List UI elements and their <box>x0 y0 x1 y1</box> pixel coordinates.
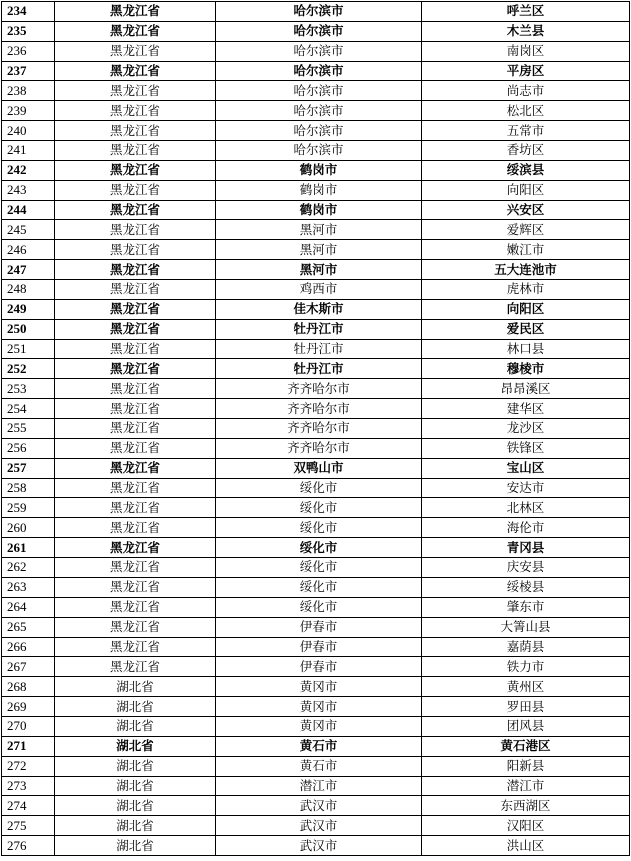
district-cell: 团风县 <box>422 716 630 736</box>
city-cell: 黑河市 <box>216 240 422 260</box>
row-number: 263 <box>2 577 55 597</box>
city-cell: 鹤岗市 <box>216 160 422 180</box>
province-cell: 黑龙江省 <box>55 577 216 597</box>
district-cell: 潜江市 <box>422 776 630 796</box>
row-number: 255 <box>2 419 55 439</box>
row-number: 238 <box>2 81 55 101</box>
row-number: 241 <box>2 141 55 161</box>
city-cell: 黄石市 <box>216 756 422 776</box>
province-cell: 黑龙江省 <box>55 538 216 558</box>
district-cell: 阳新县 <box>422 756 630 776</box>
table-row <box>2 518 630 538</box>
district-cell: 洪山区 <box>422 836 630 856</box>
table-row <box>2 21 630 41</box>
district-cell: 大箐山县 <box>422 617 630 637</box>
table-row <box>2 736 630 756</box>
district-cell: 林口县 <box>422 339 630 359</box>
row-number: 234 <box>2 2 55 22</box>
table-row <box>2 558 630 578</box>
table-row <box>2 319 630 339</box>
province-cell: 黑龙江省 <box>55 518 216 538</box>
district-cell: 嫩江市 <box>422 240 630 260</box>
row-number: 249 <box>2 299 55 319</box>
province-cell: 黑龙江省 <box>55 637 216 657</box>
province-cell: 黑龙江省 <box>55 339 216 359</box>
table-row <box>2 716 630 736</box>
row-number: 235 <box>2 21 55 41</box>
province-cell: 湖北省 <box>55 716 216 736</box>
district-cell: 海伦市 <box>422 518 630 538</box>
city-cell: 绥化市 <box>216 558 422 578</box>
table-row <box>2 657 630 677</box>
province-cell: 黑龙江省 <box>55 558 216 578</box>
city-cell: 哈尔滨市 <box>216 81 422 101</box>
table-row <box>2 121 630 141</box>
row-number: 239 <box>2 101 55 121</box>
table-row <box>2 339 630 359</box>
table-row <box>2 458 630 478</box>
district-cell: 向阳区 <box>422 299 630 319</box>
city-cell: 武汉市 <box>216 796 422 816</box>
table-row <box>2 577 630 597</box>
district-cell: 穆棱市 <box>422 359 630 379</box>
row-number: 258 <box>2 478 55 498</box>
row-number: 260 <box>2 518 55 538</box>
table-row <box>2 359 630 379</box>
city-cell: 哈尔滨市 <box>216 61 422 81</box>
district-cell: 铁锋区 <box>422 438 630 458</box>
city-cell: 双鸭山市 <box>216 458 422 478</box>
row-number: 243 <box>2 180 55 200</box>
city-cell: 哈尔滨市 <box>216 121 422 141</box>
table-row <box>2 379 630 399</box>
row-number: 269 <box>2 697 55 717</box>
district-cell: 南岗区 <box>422 41 630 61</box>
city-cell: 伊春市 <box>216 617 422 637</box>
district-cell: 向阳区 <box>422 180 630 200</box>
province-cell: 黑龙江省 <box>55 180 216 200</box>
city-cell: 哈尔滨市 <box>216 41 422 61</box>
city-cell: 黄冈市 <box>216 716 422 736</box>
table-row <box>2 180 630 200</box>
city-cell: 哈尔滨市 <box>216 2 422 22</box>
table-row <box>2 141 630 161</box>
city-cell: 齐齐哈尔市 <box>216 399 422 419</box>
row-number: 262 <box>2 558 55 578</box>
district-cell: 汉阳区 <box>422 816 630 836</box>
table-row <box>2 697 630 717</box>
district-cell: 平房区 <box>422 61 630 81</box>
city-cell: 绥化市 <box>216 478 422 498</box>
district-cell: 尚志市 <box>422 81 630 101</box>
row-number: 245 <box>2 220 55 240</box>
city-cell: 黑河市 <box>216 260 422 280</box>
city-cell: 黄冈市 <box>216 677 422 697</box>
district-cell: 龙沙区 <box>422 419 630 439</box>
row-number: 273 <box>2 776 55 796</box>
city-cell: 哈尔滨市 <box>216 21 422 41</box>
province-cell: 黑龙江省 <box>55 419 216 439</box>
province-cell: 黑龙江省 <box>55 61 216 81</box>
table-row <box>2 816 630 836</box>
district-cell: 安达市 <box>422 478 630 498</box>
row-number: 275 <box>2 816 55 836</box>
table-row <box>2 200 630 220</box>
row-number: 268 <box>2 677 55 697</box>
region-table-body <box>2 2 630 856</box>
row-number: 266 <box>2 637 55 657</box>
province-cell: 黑龙江省 <box>55 299 216 319</box>
table-row <box>2 419 630 439</box>
table-row <box>2 41 630 61</box>
table-row <box>2 478 630 498</box>
district-cell: 东西湖区 <box>422 796 630 816</box>
table-row <box>2 160 630 180</box>
table-row <box>2 836 630 856</box>
row-number: 265 <box>2 617 55 637</box>
district-cell: 木兰县 <box>422 21 630 41</box>
city-cell: 伊春市 <box>216 637 422 657</box>
row-number: 247 <box>2 260 55 280</box>
province-cell: 黑龙江省 <box>55 498 216 518</box>
province-cell: 黑龙江省 <box>55 21 216 41</box>
city-cell: 哈尔滨市 <box>216 101 422 121</box>
row-number: 248 <box>2 280 55 300</box>
city-cell: 黄冈市 <box>216 697 422 717</box>
table-row <box>2 81 630 101</box>
province-cell: 黑龙江省 <box>55 379 216 399</box>
district-cell: 松北区 <box>422 101 630 121</box>
province-cell: 黑龙江省 <box>55 597 216 617</box>
city-cell: 武汉市 <box>216 816 422 836</box>
row-number: 240 <box>2 121 55 141</box>
district-cell: 虎林市 <box>422 280 630 300</box>
province-cell: 黑龙江省 <box>55 240 216 260</box>
city-cell: 绥化市 <box>216 597 422 617</box>
row-number: 246 <box>2 240 55 260</box>
district-cell: 绥棱县 <box>422 577 630 597</box>
province-cell: 黑龙江省 <box>55 220 216 240</box>
row-number: 257 <box>2 458 55 478</box>
region-table <box>1 1 630 856</box>
row-number: 236 <box>2 41 55 61</box>
province-cell: 湖北省 <box>55 736 216 756</box>
province-cell: 黑龙江省 <box>55 141 216 161</box>
table-row <box>2 260 630 280</box>
province-cell: 湖北省 <box>55 697 216 717</box>
table-row <box>2 220 630 240</box>
row-number: 251 <box>2 339 55 359</box>
table-row <box>2 61 630 81</box>
district-cell: 爱民区 <box>422 319 630 339</box>
city-cell: 潜江市 <box>216 776 422 796</box>
city-cell: 鹤岗市 <box>216 200 422 220</box>
row-number: 271 <box>2 736 55 756</box>
district-cell: 绥滨县 <box>422 160 630 180</box>
table-row <box>2 101 630 121</box>
province-cell: 湖北省 <box>55 677 216 697</box>
table-row <box>2 498 630 518</box>
province-cell: 黑龙江省 <box>55 458 216 478</box>
province-cell: 黑龙江省 <box>55 200 216 220</box>
table-row <box>2 677 630 697</box>
province-cell: 黑龙江省 <box>55 359 216 379</box>
province-cell: 黑龙江省 <box>55 478 216 498</box>
province-cell: 黑龙江省 <box>55 160 216 180</box>
district-cell: 宝山区 <box>422 458 630 478</box>
row-number: 276 <box>2 836 55 856</box>
row-number: 254 <box>2 399 55 419</box>
table-row <box>2 756 630 776</box>
city-cell: 哈尔滨市 <box>216 141 422 161</box>
city-cell: 齐齐哈尔市 <box>216 438 422 458</box>
row-number: 261 <box>2 538 55 558</box>
table-row <box>2 299 630 319</box>
city-cell: 黑河市 <box>216 220 422 240</box>
district-cell: 爱辉区 <box>422 220 630 240</box>
row-number: 244 <box>2 200 55 220</box>
row-number: 259 <box>2 498 55 518</box>
city-cell: 绥化市 <box>216 577 422 597</box>
district-cell: 兴安区 <box>422 200 630 220</box>
table-row <box>2 399 630 419</box>
province-cell: 黑龙江省 <box>55 438 216 458</box>
district-cell: 香坊区 <box>422 141 630 161</box>
city-cell: 伊春市 <box>216 657 422 677</box>
province-cell: 黑龙江省 <box>55 399 216 419</box>
province-cell: 黑龙江省 <box>55 657 216 677</box>
district-cell: 北林区 <box>422 498 630 518</box>
table-row <box>2 538 630 558</box>
province-cell: 黑龙江省 <box>55 617 216 637</box>
province-cell: 黑龙江省 <box>55 280 216 300</box>
province-cell: 黑龙江省 <box>55 121 216 141</box>
city-cell: 牡丹江市 <box>216 339 422 359</box>
province-cell: 湖北省 <box>55 816 216 836</box>
row-number: 270 <box>2 716 55 736</box>
city-cell: 黄石市 <box>216 736 422 756</box>
table-row <box>2 280 630 300</box>
city-cell: 牡丹江市 <box>216 359 422 379</box>
row-number: 256 <box>2 438 55 458</box>
province-cell: 黑龙江省 <box>55 101 216 121</box>
city-cell: 绥化市 <box>216 498 422 518</box>
province-cell: 湖北省 <box>55 836 216 856</box>
city-cell: 鹤岗市 <box>216 180 422 200</box>
district-cell: 嘉荫县 <box>422 637 630 657</box>
district-cell: 黄石港区 <box>422 736 630 756</box>
province-cell: 湖北省 <box>55 796 216 816</box>
province-cell: 湖北省 <box>55 776 216 796</box>
district-cell: 罗田县 <box>422 697 630 717</box>
district-cell: 呼兰区 <box>422 2 630 22</box>
district-cell: 铁力市 <box>422 657 630 677</box>
row-number: 252 <box>2 359 55 379</box>
table-row <box>2 438 630 458</box>
table-row <box>2 597 630 617</box>
table-row <box>2 796 630 816</box>
province-cell: 湖北省 <box>55 756 216 776</box>
row-number: 274 <box>2 796 55 816</box>
table-row <box>2 2 630 22</box>
city-cell: 牡丹江市 <box>216 319 422 339</box>
city-cell: 齐齐哈尔市 <box>216 419 422 439</box>
row-number: 272 <box>2 756 55 776</box>
province-cell: 黑龙江省 <box>55 2 216 22</box>
city-cell: 佳木斯市 <box>216 299 422 319</box>
district-cell: 五大连池市 <box>422 260 630 280</box>
district-cell: 青冈县 <box>422 538 630 558</box>
row-number: 242 <box>2 160 55 180</box>
row-number: 267 <box>2 657 55 677</box>
row-number: 253 <box>2 379 55 399</box>
district-cell: 建华区 <box>422 399 630 419</box>
table-row <box>2 776 630 796</box>
district-cell: 肇东市 <box>422 597 630 617</box>
row-number: 250 <box>2 319 55 339</box>
province-cell: 黑龙江省 <box>55 319 216 339</box>
province-cell: 黑龙江省 <box>55 81 216 101</box>
province-cell: 黑龙江省 <box>55 41 216 61</box>
table-row <box>2 240 630 260</box>
district-cell: 黄州区 <box>422 677 630 697</box>
city-cell: 武汉市 <box>216 836 422 856</box>
district-cell: 庆安县 <box>422 558 630 578</box>
city-cell: 鸡西市 <box>216 280 422 300</box>
city-cell: 齐齐哈尔市 <box>216 379 422 399</box>
table-row <box>2 617 630 637</box>
district-cell: 五常市 <box>422 121 630 141</box>
row-number: 237 <box>2 61 55 81</box>
city-cell: 绥化市 <box>216 538 422 558</box>
district-cell: 昂昂溪区 <box>422 379 630 399</box>
province-cell: 黑龙江省 <box>55 260 216 280</box>
table-row <box>2 637 630 657</box>
row-number: 264 <box>2 597 55 617</box>
city-cell: 绥化市 <box>216 518 422 538</box>
